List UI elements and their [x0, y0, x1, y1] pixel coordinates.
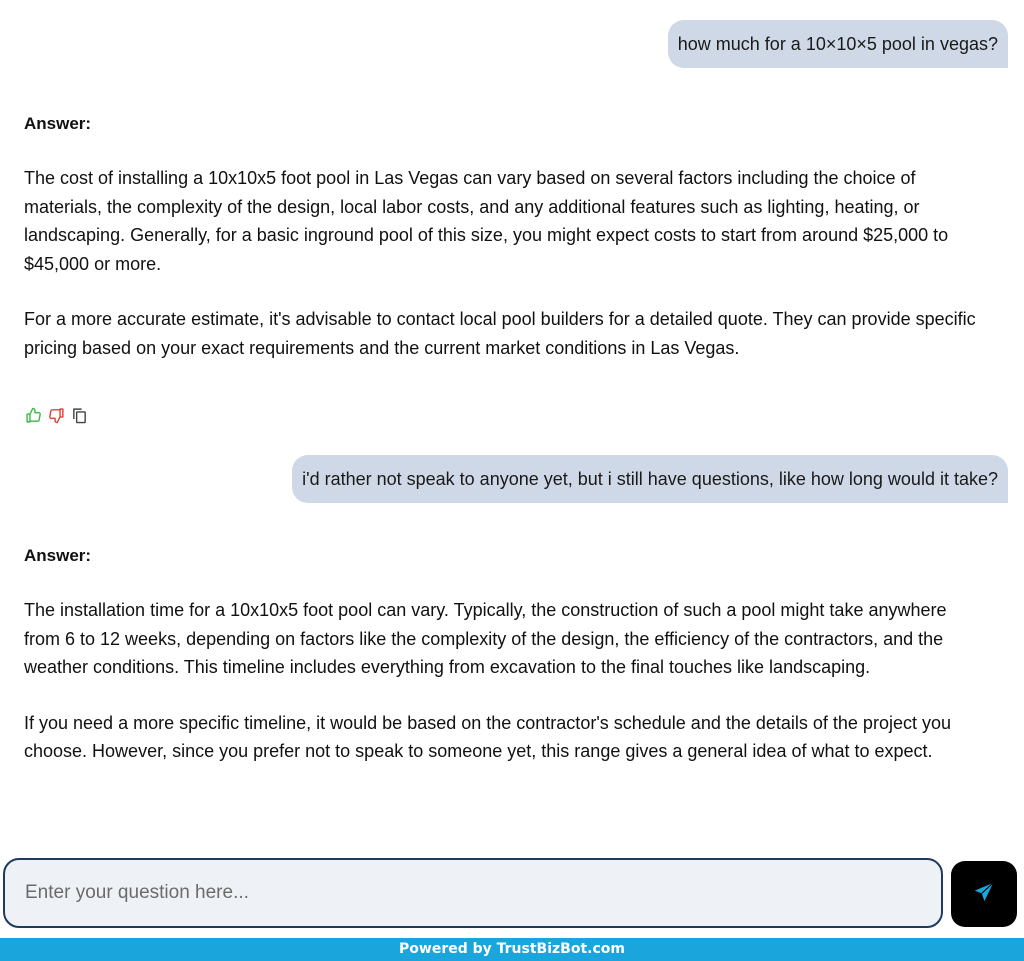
- thumbs-down-icon[interactable]: [47, 406, 66, 425]
- answer-paragraph: The cost of installing a 10x10x5 foot pool in Las Vegas can vary based on several factors including the choice of materials, the complexity of the design, local labor costs, and any additional features such as lighting, heating, or landscaping. Generally, for a basic inground pool of this size, you might expect costs to start from around $25,000 to $45,000 or more.: [24, 168, 949, 274]
- answer-paragraph: The installation time for a 10x10x5 foot pool can vary. Typically, the construction of such a pool might take anywhere from 6 to 12 weeks, depending on factors like the complexity of the design, the efficiency of the contractors, and the weather conditions. This timeline includes everything from excavation to the final touches like landscaping.: [24, 600, 947, 677]
- send-icon: [973, 881, 995, 908]
- answer-paragraph: If you need a more specific timeline, it would be based on the contractor's schedule and the details of the project you choose. However, since you prefer not to speak to someone yet, this range gives a general idea of what to expect.: [24, 712, 951, 761]
- copy-icon[interactable]: [70, 406, 89, 425]
- user-message: i'd rather not speak to anyone yet, but i still have questions, like how long would it take?: [292, 455, 1008, 503]
- feedback-bar: [24, 406, 89, 425]
- composer: [0, 856, 1024, 932]
- answer-paragraph: For a more accurate estimate, it's advisable to contact local pool builders for a detailed quote. They can provide specific pricing based on your exact requirements and the current market conditions in Las Vegas.: [24, 309, 976, 358]
- answer-label: Answer:: [24, 114, 92, 133]
- powered-by-footer[interactable]: Powered by TrustBizBot.com: [0, 938, 1024, 961]
- assistant-message: [24, 110, 984, 389]
- thumbs-up-icon[interactable]: [24, 406, 43, 425]
- user-message: how much for a 10×10×5 pool in vegas?: [668, 20, 1008, 68]
- answer-label: Answer:: [24, 546, 92, 565]
- send-button[interactable]: [951, 861, 1017, 927]
- question-input[interactable]: [3, 858, 943, 928]
- assistant-message: [24, 542, 984, 793]
